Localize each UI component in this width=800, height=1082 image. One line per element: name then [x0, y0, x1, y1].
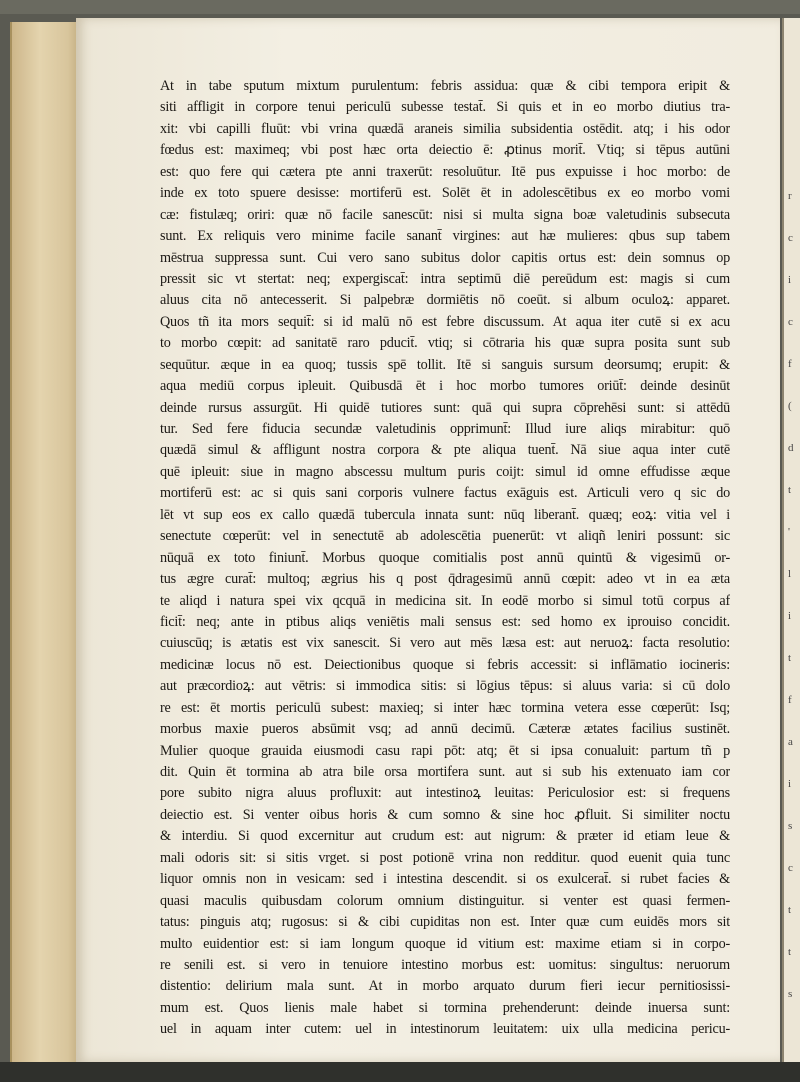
facing-page-glyph: s — [788, 820, 793, 832]
facing-page-glyph: a — [788, 736, 793, 748]
text-line: re senili est. si vero in tenuiore intestino morbus est: uomitus: singultus: neruorum — [160, 956, 730, 973]
text-line: mortiferū est: ac si quis sani corporis vulnere factus exāguis est. Articuli vero q sic do — [160, 485, 730, 502]
text-line: distentio: delirium mala sunt. At in morbo arquato durum fieri iecur pernitiosissi- — [160, 978, 730, 995]
text-line: sequūtur. æque in ea quoq; tussis spē tollit. Itē si sanguis sursum deorsumq; erupit: & — [160, 356, 730, 373]
facing-page-glyph: i — [788, 274, 792, 286]
text-line: liquor omnis non in vesicam: sed i intestina descendit. si os exulcerat̄. si rubet facies & — [160, 871, 730, 888]
page-binding-edge — [10, 22, 82, 1062]
scan-top-edge — [0, 0, 800, 14]
text-line: tatus: pinguis atq; rugosus: si & cibi cupiditas non est. Inter quæ cum euidēs mors sit — [160, 914, 730, 931]
text-line: deinde rursus assurgūt. Hi quidē tutiores sunt: quā qui supra cōprehēsi sunt: si attēdū — [160, 399, 730, 416]
text-line: xit: vbi capilli fluūt: vbi vrina quædā araneis similia subsidentia ostēdit. atq; i his odor — [160, 120, 730, 137]
text-line: to morbo cœpit: ad sanitatē raro pducit̄. vtiq; si cōtraria his quæ supra posita sunt sub — [160, 335, 730, 352]
facing-page-glyph: r — [788, 190, 792, 202]
text-line: sunt. Ex reliquis vero minime facile sanant̄ virgines: aut hæ mulieres: qbus sup tabem — [160, 228, 730, 245]
text-line: mali odoris sit: si sitis vrget. si post potionē vrina non redditur. quod euenit quia tunc — [160, 849, 730, 866]
text-line: siti affligit in corpore tenui periculū subesse testat̄. Si quis et in eo morbo diutius tra- — [160, 99, 730, 116]
text-line: te aliqd i natura spei vix qcquā in medicina sit. In eodē morbo si simul totū corpus af — [160, 592, 730, 609]
text-line: & interdiu. Si quod excernitur aut crudum est: aut nigrum: & præter id etiam leue & — [160, 828, 730, 845]
facing-page-glyph: c — [788, 232, 793, 244]
text-line: deiectio est. Si venter oibus horis & cum somno & sine hoc ꝓfluit. Si similiter noctu — [160, 806, 730, 823]
text-line: At in tabe sputum mixtum purulentum: febris assidua: quæ & cibi tempora eripit & — [160, 78, 730, 94]
text-line: tur. Sed fere fiducia secundæ valetudinis opprimunt̄: Illud iure aliqs mirabitur: quō — [160, 421, 730, 437]
text-line: aluus cita nō antecesserit. Si palpebræ dormiētis nō coeūt. si album oculoꝝ: apparet. — [160, 292, 730, 309]
text-line: medicinæ locus nō est. Deiectionibus quoque si febris accessit: si inflāmatio iocineris: — [160, 656, 730, 673]
facing-page-glyph: i — [788, 778, 792, 790]
facing-page-glyph: t — [788, 904, 792, 916]
facing-page-glyph: i — [788, 610, 792, 622]
text-line: mēstrua suppressa sunt. Cui vero sano subitus dolor capitis ortus est: dein somnus op — [160, 249, 730, 266]
facing-page-glyph: t — [788, 946, 792, 958]
text-line: morbus maxie pueros absūmit vsq; ad annū decimū. Cæteræ ætates facilius sustinēt. — [160, 721, 730, 738]
facing-page-glyph: ( — [788, 400, 792, 412]
printed-text-block — [160, 76, 730, 1041]
text-line: pressit sic vt stertat: neq; expergiscat̄: intra septimū diē pereūdum est: magis si cum — [160, 270, 730, 287]
facing-page-glyph: d — [788, 442, 794, 454]
text-line: quē ipleuit: siue in magno abscessu multum puris coijt: simul id omne effudisse æque — [160, 463, 730, 480]
text-line: ficit̄: neq; ante in ptibus aliqs veniētis mali sensus est: sed homo ex iprouiso concidit. — [160, 613, 730, 630]
text-line: Quos tñ ita mors sequit̄: si id malū nō est febre discussum. At aqua iter cutē si ex acu — [160, 313, 730, 330]
text-line: cæ: fistulæq; oriri: quæ nō facile sanescūt: nisi si multa signa boæ valetudinis subsecuta — [160, 206, 730, 223]
text-line: multo euidentior est: si iam longum quoque id vitium est: maxime etiam si in corpo- — [160, 935, 730, 952]
text-line: uel in aquam inter cutem: uel in intestinorum leuitatem: uix ulla medicina pericu- — [160, 1021, 730, 1038]
text-line: tus ægre curat̄: multoq; ægrius his q post q̄dragesimū annū cœpit: adeo vt in ea æta — [160, 571, 730, 588]
facing-page-edge — [782, 18, 800, 1062]
text-line: mum est. Quos lienis male habet si tormina prehenderunt: deinde inuersa sunt: — [160, 999, 730, 1016]
facing-page-glyph: c — [788, 862, 793, 874]
facing-page-glyph: f — [788, 694, 792, 706]
text-line: quædā simul & affligunt nostra corpora & pte aliqua tuent̄. Nā siue aqua inter cutē — [160, 442, 730, 459]
text-line: cuiuscūq; is ætatis est vix sanescit. Si vero aut mēs læsa est: aut neruoꝝ: facta resolutio: — [160, 635, 730, 652]
text-line: re est: ēt mortis periculū subest: maxieq; si inter hæc tormina vetera esse cœperūt: Isq; — [160, 699, 730, 716]
text-line: aqua mediū corpus ipleuit. Quibusdā ēt i hoc morbo tumores oriūt̄: deinde desinūt — [160, 378, 730, 395]
facing-page-glyph: ' — [788, 526, 790, 538]
facing-page-glyph: t — [788, 484, 792, 496]
facing-page-glyph: f — [788, 358, 792, 370]
text-line: inde ex toto spuere desisse: mortiferū est. Solēt ēt in adolescētibus ex eo morbo vomi — [160, 185, 730, 202]
text-line: dit. Quin ēt tormina ab atra bile orsa mortifera sunt. aut si sub his extenuato iam cor — [160, 764, 730, 780]
facing-page-glyph: c — [788, 316, 793, 328]
text-line: est: quo fere qui cætera pte anni traxerūt: resoluūtur. Itē pus expuisse i hoc morbo: de — [160, 163, 730, 180]
text-line: lēt vt sup eos ex callo quædā tubercula innata sunt: nūq liberant̄. quæq; eoꝝ: vitia vel i — [160, 506, 730, 523]
facing-page-glyph: s — [788, 988, 793, 1000]
text-line: fœdus est: maximeq; vbi post hæc orta deiectio ē: ꝓtinus morit̄. Vtiq; si tēpus autūni — [160, 142, 730, 159]
facing-page-glyph: t — [788, 652, 792, 664]
text-line: Mulier quoque grauida eiusmodi casu rapi pōt: atq; ēt si ipsa conualuit: partum tñ p — [160, 742, 730, 759]
scan-bottom-edge — [0, 1062, 800, 1082]
facing-page-glyph: l — [788, 568, 792, 580]
text-line: pore subito nigra aluus profluxit: aut intestinoꝝ leuitas: Periculosior est: si frequens — [160, 785, 730, 802]
text-line: nūquā ex toto finiunt̄. Morbus quoque comitialis post annū quintū & vigesimū or- — [160, 549, 730, 566]
text-line: quasi maculis quibusdam colorum omnium distinguitur. si venter est quasi fermen- — [160, 892, 730, 909]
text-line: senectute cœperūt: vel in senectutē ab adolescētia puenerūt: vt aliqñ leniri possunt: sic — [160, 528, 730, 545]
text-line: aut præcordioꝝ: aut vētris: si immodica sitis: si lōgius tēpus: si aluus varia: si cū dolo — [160, 678, 730, 695]
